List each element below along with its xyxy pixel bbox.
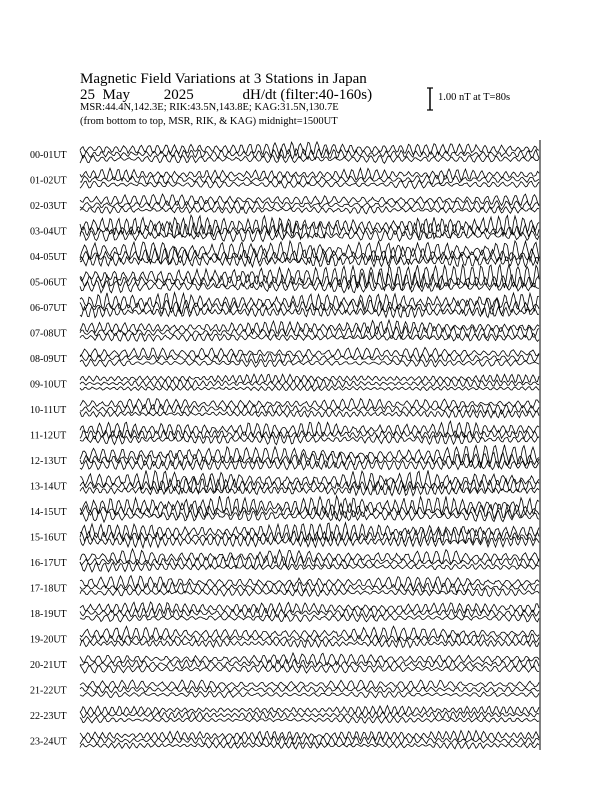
trace-msr: [80, 155, 539, 163]
hour-row: [30, 241, 539, 267]
trace-kag: [80, 731, 539, 741]
trace-msr: [80, 435, 539, 445]
hour-row: [30, 445, 539, 470]
trace-rik: [80, 686, 539, 692]
scale-bar: [427, 88, 433, 110]
hour-label: 08-09UT: [30, 354, 67, 365]
hour-label: 01-02UT: [30, 175, 67, 187]
hour-row: [30, 653, 539, 673]
trace-kag: [80, 264, 539, 288]
hour-label: 19-20UT: [30, 634, 67, 646]
hour-label: 18-19UT: [30, 609, 67, 620]
trace-rik: [80, 247, 539, 265]
hour-row: [30, 142, 539, 163]
trace-rik: [80, 379, 539, 387]
hour-label: 06-07UT: [30, 303, 67, 314]
hour-row: [30, 320, 539, 341]
hour-label: 16-17UT: [30, 558, 67, 569]
scale-label: 1.00 nT at T=80s: [438, 92, 511, 103]
trace-rik: [80, 608, 539, 618]
trace-rik: [80, 175, 539, 184]
trace-kag: [80, 602, 539, 614]
hour-label: 03-04UT: [30, 226, 67, 238]
hour-row: [30, 549, 539, 572]
order-note: (from bottom to top, MSR, RIK, & KAG) midnight=1500UT: [80, 116, 338, 127]
trace-kag: [80, 348, 539, 360]
hour-row: [30, 706, 539, 724]
trace-msr: [80, 717, 539, 724]
hour-label: 21-22UT: [30, 685, 67, 697]
hour-label: 05-06UT: [30, 277, 67, 289]
trace-kag: [80, 706, 539, 715]
hour-row: [30, 264, 539, 293]
trace-kag: [80, 421, 539, 437]
trace-rik: [80, 736, 539, 745]
hour-row: [30, 576, 539, 597]
hour-row: [30, 523, 539, 548]
trace-rik: [80, 354, 539, 363]
trace-rik: [80, 299, 539, 315]
trace-msr: [80, 460, 539, 470]
trace-msr: [80, 280, 539, 293]
trace-kag: [80, 399, 539, 410]
hour-label: 12-13UT: [30, 456, 67, 467]
hour-label: 07-08UT: [30, 328, 67, 340]
trace-msr: [80, 692, 539, 698]
hour-row: [30, 348, 539, 368]
chart-title: Magnetic Field Variations at 3 Stations in Japan: [80, 71, 367, 87]
hour-label: 00-01UT: [30, 150, 67, 161]
hour-label: 02-03UT: [30, 201, 67, 212]
hour-label: 15-16UT: [30, 532, 67, 544]
trace-msr: [80, 333, 539, 342]
trace-msr: [80, 588, 539, 596]
hour-label: 22-23UT: [30, 711, 67, 722]
hour-label: 09-10UT: [30, 379, 67, 391]
trace-kag: [80, 626, 539, 640]
hour-label: 13-14UT: [30, 481, 67, 493]
trace-msr: [80, 742, 539, 749]
quantity-label: dH/dt (filter:40-160s): [242, 87, 373, 103]
hour-label: 04-05UT: [30, 252, 67, 263]
hour-row: [30, 421, 539, 445]
hour-row: [30, 602, 539, 622]
trace-msr: [80, 639, 539, 648]
hour-row: [30, 626, 539, 648]
hour-row: [30, 731, 539, 749]
trace-kag: [80, 523, 539, 541]
hour-row: [30, 374, 539, 391]
hour-label: 10-11UT: [30, 405, 67, 416]
hour-row: [30, 293, 539, 318]
trace-msr: [80, 536, 539, 547]
date-day: 25: [80, 87, 95, 103]
hour-row: [30, 194, 539, 214]
stations-line: MSR:44.4N,142.3E; RIK:43.5N,143.8E; KAG:31.5N,130.7E: [80, 102, 339, 113]
hour-label: 20-21UT: [30, 660, 67, 671]
hour-label: 14-15UT: [30, 507, 67, 518]
hour-row: [30, 168, 539, 188]
hour-row: [30, 496, 539, 522]
hour-row: [30, 215, 539, 241]
hour-row: [30, 680, 539, 698]
hour-row: [30, 470, 539, 495]
date-month: May: [102, 87, 130, 103]
date-year: 2025: [163, 87, 194, 103]
trace-kag: [80, 168, 539, 181]
hour-label: 11-12UT: [30, 430, 67, 442]
hour-label: 23-24UT: [30, 736, 67, 748]
hour-row: [30, 399, 539, 418]
hour-label: 17-18UT: [30, 583, 67, 595]
